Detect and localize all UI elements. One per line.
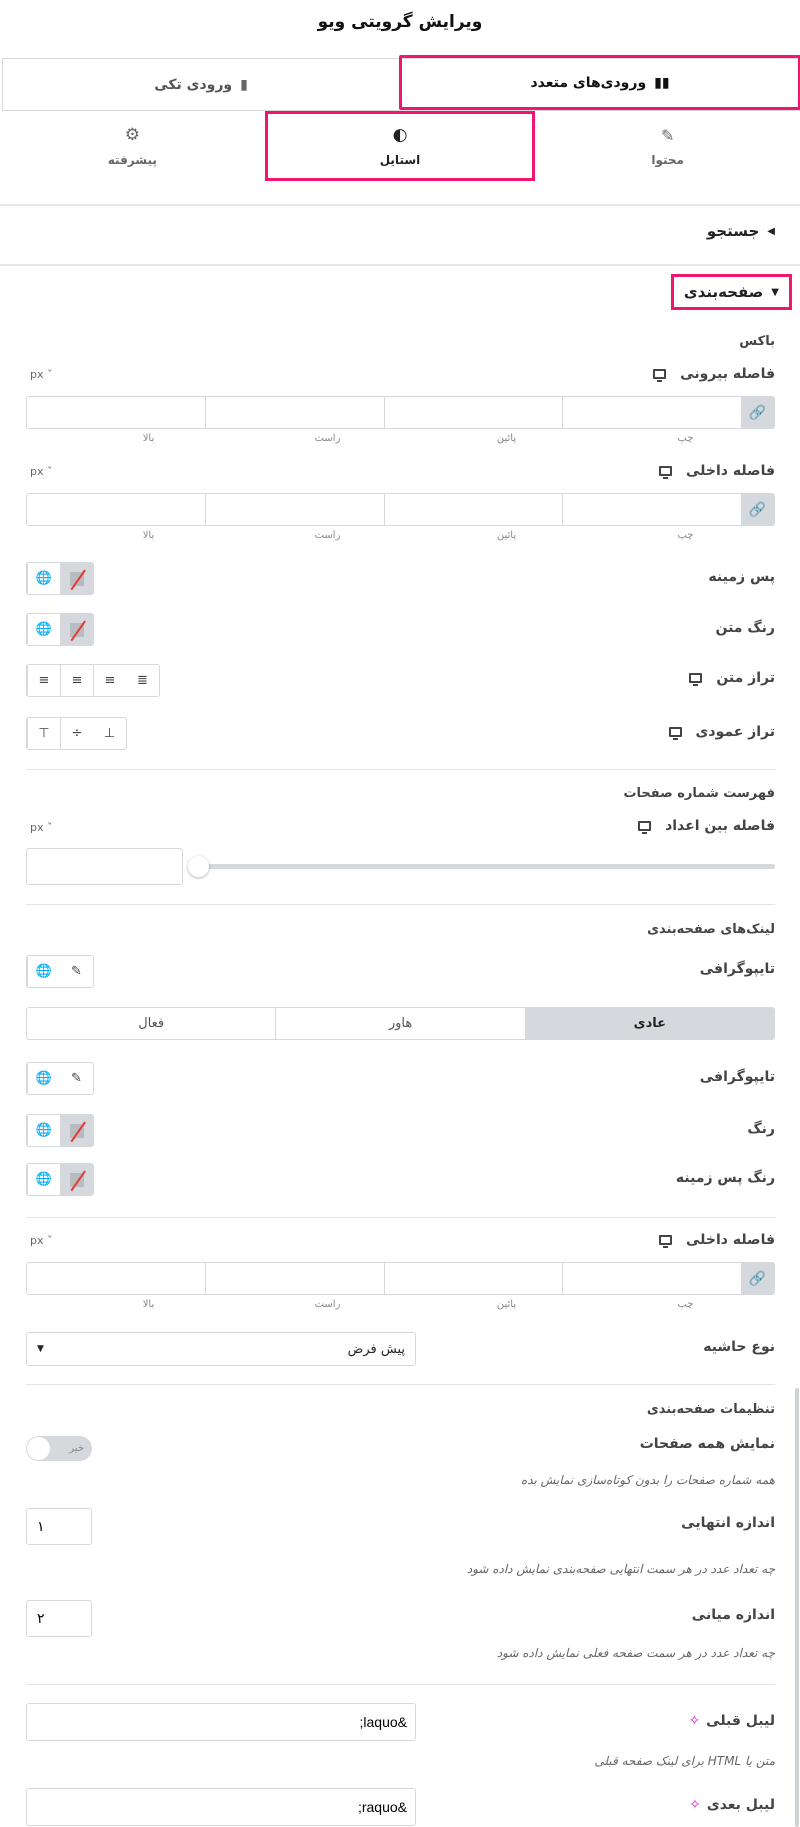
dim-label: پائین: [496, 1299, 517, 1310]
divider: [26, 1684, 775, 1685]
padding-top-input[interactable]: [27, 1263, 206, 1294]
label-text: فاصله داخلی: [686, 1232, 775, 1248]
edit-icon[interactable]: ✎: [71, 964, 82, 979]
label-text: لیبل بعدی: [706, 1797, 775, 1813]
chevron-down-icon: ˇ: [43, 368, 53, 381]
margin-top-input[interactable]: [27, 397, 206, 428]
margin-right-input[interactable]: [206, 397, 385, 428]
desktop-icon[interactable]: [669, 727, 682, 737]
globe-icon[interactable]: 🌐: [27, 956, 60, 987]
desktop-icon[interactable]: [659, 466, 672, 476]
source-tabs: [2, 58, 800, 111]
unit-text: px: [30, 1234, 44, 1247]
show-all-toggle[interactable]: [26, 1436, 92, 1461]
section-label: صفحه‌بندی: [683, 283, 764, 301]
color-swatch-empty[interactable]: [60, 563, 93, 594]
align-bottom-icon[interactable]: ⊥: [103, 726, 116, 741]
mid-size-label: اندازه میانی: [691, 1607, 775, 1623]
margin-unit-select[interactable]: [30, 368, 53, 381]
tab-label: ورودی‌های متعدد: [530, 74, 647, 91]
show-all-description: همه شماره صفحات را بدون کوتاه‌سازی نمایش بده: [520, 1473, 775, 1487]
divider: [26, 769, 775, 770]
text-color-control: [26, 613, 94, 646]
link-bg-color-control: [26, 1163, 94, 1196]
main-tabs: [0, 111, 800, 181]
caret-right-icon: ◀: [767, 225, 775, 237]
margin-bottom-input[interactable]: [385, 397, 564, 428]
color-swatch-empty[interactable]: [60, 1164, 93, 1195]
padding-unit-select[interactable]: [30, 465, 53, 478]
mid-size-description: چه تعداد عدد در هر سمت صفحه فعلی نمایش داده شود: [496, 1646, 775, 1660]
typography-control: [26, 955, 94, 988]
caret-down-icon: ▼: [37, 1344, 44, 1354]
color-swatch-empty[interactable]: [60, 1115, 93, 1146]
globe-icon[interactable]: 🌐: [27, 614, 60, 645]
gap-slider-track[interactable]: [200, 864, 775, 869]
label-text: فاصله داخلی: [686, 463, 775, 479]
unit-text: px: [30, 821, 44, 834]
link-padding-unit-select[interactable]: [30, 1234, 53, 1247]
divider: [26, 904, 775, 905]
tab-label: ورودی تکی: [154, 76, 233, 93]
padding-right-input[interactable]: [206, 1263, 385, 1294]
state-tab-active[interactable]: فعال: [138, 1016, 165, 1031]
tab-label: پیشرفته: [107, 153, 157, 167]
prev-label: [688, 1713, 775, 1729]
end-size-label: اندازه انتهایی: [681, 1515, 775, 1531]
ai-sparkle-icon[interactable]: ✧: [688, 1713, 701, 1729]
dim-label: بالا: [142, 530, 155, 541]
ai-sparkle-icon[interactable]: ✧: [689, 1797, 701, 1813]
margin-left-input[interactable]: [563, 397, 741, 428]
dim-label: پائین: [496, 433, 517, 444]
label-text: تراز متن: [716, 670, 775, 686]
dim-label: چپ: [677, 530, 694, 541]
divider: [0, 204, 800, 206]
scrollbar[interactable]: [795, 1388, 799, 1827]
link-bg-color-label: رنگ پس زمینه: [675, 1170, 775, 1186]
desktop-icon[interactable]: [638, 821, 651, 831]
books-icon: ▮▮: [654, 74, 670, 91]
tab-multiple-entries[interactable]: [399, 55, 800, 110]
section-pagination[interactable]: [671, 274, 792, 310]
edit-icon[interactable]: ✎: [71, 1071, 82, 1086]
text-color-label: رنگ متن: [715, 620, 775, 636]
padding-label: [659, 463, 775, 479]
gap-slider-handle[interactable]: [188, 856, 209, 877]
tab-label: استایل: [379, 153, 421, 167]
text-align-label: [689, 670, 775, 686]
color-swatch-empty[interactable]: [60, 614, 93, 645]
dim-label: راست: [314, 1299, 341, 1310]
padding-bottom-input[interactable]: [385, 494, 564, 525]
padding-top-input[interactable]: [27, 494, 206, 525]
caret-down-icon: ▼: [771, 286, 779, 298]
typography-control: [26, 1062, 94, 1095]
divider: [0, 264, 800, 266]
end-size-description: چه تعداد عدد در هر سمت انتهایی صفحه‌بندی نمایش داده شود: [466, 1562, 775, 1576]
divider: [26, 1217, 775, 1218]
end-size-input[interactable]: [26, 1508, 92, 1545]
page-list-heading: فهرست شماره صفحات: [623, 786, 775, 801]
align-top-icon[interactable]: ⊤: [27, 718, 60, 749]
section-search[interactable]: [707, 222, 775, 240]
align-middle-icon[interactable]: ÷: [60, 718, 93, 749]
padding-right-input[interactable]: [206, 494, 385, 525]
link-icon[interactable]: 🔗: [741, 397, 774, 428]
padding-bottom-input[interactable]: [385, 1263, 564, 1294]
margin-inputs: [26, 396, 775, 429]
vertical-align-label: [669, 724, 775, 740]
tab-advanced[interactable]: [0, 111, 265, 181]
padding-left-input[interactable]: [563, 1263, 741, 1294]
box-heading: باکس: [739, 334, 775, 349]
dim-label: پائین: [496, 530, 517, 541]
label-text: فاصله بین اعداد: [665, 818, 775, 834]
prev-label-input[interactable]: [26, 1703, 416, 1741]
link-padding-dim-labels: [59, 1299, 775, 1310]
background-label: پس زمینه: [708, 569, 775, 585]
chevron-down-icon: ˇ: [43, 821, 53, 834]
dim-label: چپ: [677, 433, 694, 444]
globe-icon[interactable]: 🌐: [27, 1063, 60, 1094]
margin-dim-labels: [59, 433, 775, 444]
link-padding-label: [659, 1232, 775, 1248]
number-gap-label: [638, 818, 775, 834]
dim-label: بالا: [142, 433, 155, 444]
tab-style[interactable]: [265, 111, 536, 181]
padding-left-input[interactable]: [563, 494, 741, 525]
dim-label: راست: [314, 530, 341, 541]
toggle-knob: [27, 1437, 50, 1460]
tab-single-entry[interactable]: [3, 59, 399, 110]
gap-unit-select[interactable]: [30, 821, 53, 834]
mid-size-input[interactable]: [26, 1600, 92, 1637]
state-tabs: [26, 1007, 775, 1040]
border-type-select[interactable]: [26, 1332, 416, 1366]
link-icon[interactable]: 🔗: [741, 1263, 774, 1294]
desktop-icon[interactable]: [653, 369, 666, 379]
link-color-label: رنگ: [747, 1121, 775, 1137]
gap-number-input[interactable]: [26, 848, 183, 885]
toggle-text: خیر: [69, 1443, 84, 1454]
settings-heading: تنظیمات صفحه‌بندی: [646, 1402, 775, 1417]
dim-label: بالا: [142, 1299, 155, 1310]
typography-label: تایپوگرافی: [699, 961, 775, 977]
state-tab-hover[interactable]: هاور: [275, 1008, 525, 1039]
globe-icon[interactable]: 🌐: [27, 1115, 60, 1146]
contrast-icon: ◐: [392, 125, 408, 145]
label-text: فاصله بیرونی: [680, 366, 775, 382]
align-justify-icon[interactable]: ≣: [137, 673, 148, 688]
dim-label: راست: [314, 433, 341, 444]
select-value: پیش فرض: [347, 1341, 405, 1357]
margin-label: [653, 366, 775, 382]
gear-icon: ⚙: [124, 125, 140, 145]
prev-label-description: متن یا HTML برای لینک صفحه قبلی: [594, 1754, 775, 1768]
unit-text: px: [30, 368, 44, 381]
show-all-label: نمایش همه صفحات: [639, 1436, 775, 1452]
tab-content[interactable]: [535, 111, 800, 181]
divider: [26, 1384, 775, 1385]
vertical-align-control: [26, 717, 127, 750]
link-padding-inputs: [26, 1262, 775, 1295]
align-left-icon[interactable]: ≡: [27, 665, 60, 696]
chevron-down-icon: ˇ: [43, 1234, 53, 1247]
globe-icon[interactable]: 🌐: [27, 1164, 60, 1195]
background-color-control: [26, 562, 94, 595]
next-label: [689, 1797, 775, 1813]
unit-text: px: [30, 465, 44, 478]
link-icon[interactable]: 🔗: [741, 494, 774, 525]
label-text: تراز عمودی: [695, 724, 775, 740]
links-heading: لینک‌های صفحه‌بندی: [647, 922, 775, 937]
align-center-icon[interactable]: ≡: [60, 665, 93, 696]
label-text: لیبل قبلی: [706, 1713, 775, 1729]
globe-icon[interactable]: 🌐: [27, 563, 60, 594]
border-type-label: نوع حاشیه: [703, 1339, 775, 1355]
section-label: جستجو: [706, 222, 760, 240]
panel-title: ویرایش گرویتی ویو: [317, 12, 483, 32]
padding-inputs: [26, 493, 775, 526]
desktop-icon[interactable]: [689, 673, 702, 683]
state-tab-normal[interactable]: عادی: [526, 1008, 774, 1039]
desktop-icon[interactable]: [659, 1235, 672, 1245]
next-label-input[interactable]: [26, 1788, 416, 1826]
text-align-control: [26, 664, 160, 697]
pencil-icon: ✎: [660, 125, 675, 145]
link-color-control: [26, 1114, 94, 1147]
align-right-icon[interactable]: ≡: [93, 665, 126, 696]
dim-label: چپ: [677, 1299, 694, 1310]
typography-label: تایپوگرافی: [699, 1069, 775, 1085]
tab-label: محتوا: [651, 152, 684, 167]
padding-dim-labels: [59, 530, 775, 541]
file-icon: ▮: [240, 76, 248, 93]
chevron-down-icon: ˇ: [43, 465, 53, 478]
